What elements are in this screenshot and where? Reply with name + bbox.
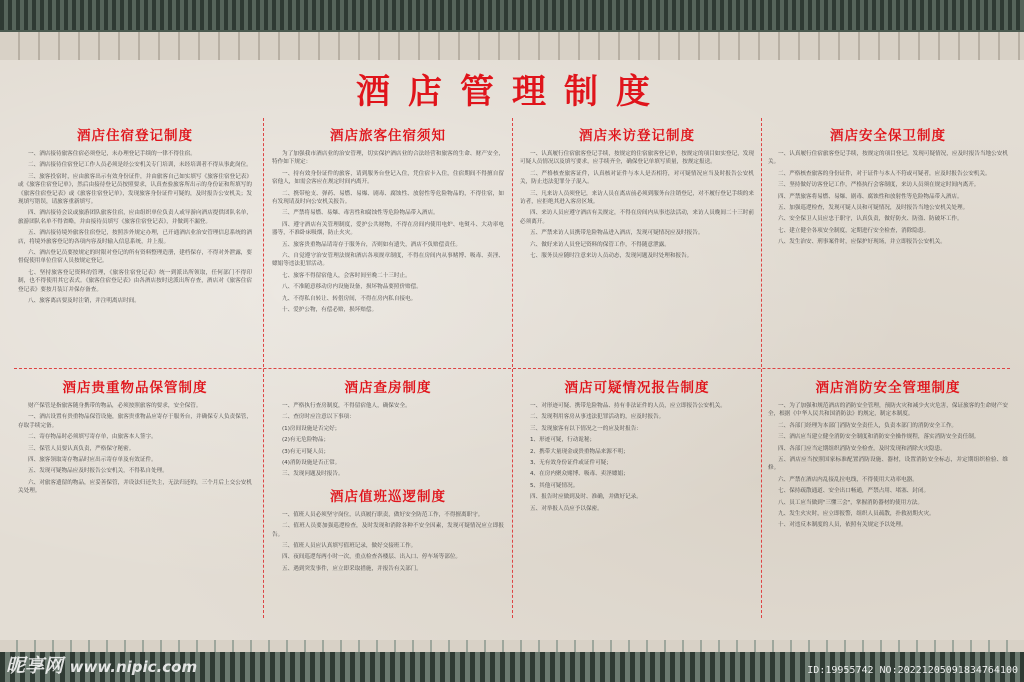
- page-title: 酒店管理制度: [356, 72, 668, 112]
- section-paragraph: 一、认真履行住宿旅客登记手续，按规定的住宿旅客登记单，按规定的项目如实登记，发现可疑人员情况以及填写要求，应手续齐全，确保登记单填写质量，按规定报送。: [520, 151, 754, 166]
- section-paragraph: 九、不得私自转让、转借房间，不得在房内私自接电。: [282, 295, 417, 302]
- section-paragraph: 5、其他可疑情况。: [530, 482, 579, 489]
- section-heading: 酒店查房制度: [344, 380, 432, 396]
- section-paragraph: 十、爱护公物，有偿必赔，损坏赔偿。: [282, 307, 378, 314]
- section-heading: 酒店消防安全管理制度: [815, 380, 961, 396]
- section-paragraph: (3)有无可疑人员；: [282, 448, 330, 455]
- section-paragraph: 三、保管人员要认真负责，严格保守秘密。: [28, 445, 135, 452]
- section-paragraph: 八、旅客离店要及时注销，并注明离店时间。: [28, 298, 140, 305]
- section-paragraph: 二、值班人员要加强巡逻检查，及时发现和消除各种不安全因素，发现可疑情况应立即报告。: [272, 523, 504, 538]
- watermark-site: www.nipic.com: [69, 658, 198, 676]
- section-paragraph: 五、遇到突发事件，应立即采取措施，并报告有关部门。: [282, 565, 422, 572]
- section-paragraph: (1)房间设施是否完好；: [282, 425, 341, 432]
- section-paragraph: 三、凡来访人员须登记，来访人员在离店前必须到服务台注销登记，对不履行登记手续的来访者，应拒绝其进入客房区域。: [520, 190, 754, 206]
- section-visitor-registration: [520, 124, 754, 364]
- section-paragraph: 1、形迹可疑，行动诡秘；: [530, 437, 596, 444]
- section-paragraph: 为了加强我市酒店业的治安管理，切实保护酒店业的合法经营和旅客的生命、财产安全，特作如下规定：: [272, 151, 504, 166]
- section-paragraph: 一、为了加强和规范酒店的消防安全管理，预防火灾和减少火灾危害，保证旅客的生命财产安全，根据《中华人民共和国消防法》的规定，制定本制度。: [768, 403, 1008, 418]
- section-paragraph: 二、酒店接待住宿登记工作人员必须是经公安机关专门培训，未经培训者不得从事此岗位。: [28, 162, 252, 169]
- section-paragraph: 四、旅客领取寄存物品时应出示寄存单及有效证件。: [28, 457, 157, 464]
- section-heading: 酒店来访登记制度: [579, 128, 695, 144]
- section-paragraph: 四、酒店接待会议或旅游团队旅客住宿，应由组织单位负责人或导游向酒店提供团队名单，旅游团队名单不得省略，并由接待员填写《旅客住宿登记表》，并做到不漏登。: [18, 210, 252, 225]
- section-paragraph: 三、严禁将易燃、易爆、毒害性和腐蚀性等危险物品带入酒店。: [282, 210, 439, 217]
- section-paragraph: 三、酒店应当建立健全消防安全制度和消防安全操作规程，落实消防安全责任制。: [778, 434, 980, 441]
- section-paragraph: 一、持有效身份证件的旅客，请到服务台登记入住，凭住宿卡入住，住宿期间不得擅自留宿他人，如需会客应在规定时间内离开。: [272, 170, 504, 186]
- section-fire-safety: [768, 376, 1008, 628]
- section-paragraph: 二、各部门经理为本部门消防安全责任人，负责本部门的消防安全工作。: [778, 422, 958, 429]
- section-heading: 酒店可疑情况报告制度: [564, 380, 710, 396]
- section-heading: 酒店旅客住宿须知: [330, 128, 446, 144]
- section-paragraph: 五、发现可疑物品应及时报告公安机关，不得私自处理。: [28, 468, 168, 475]
- section-paragraph: 二、发现利用客房从事违法犯罪活动的，应及时报告。: [530, 414, 665, 421]
- section-paragraph: 八、员工应当做到"三懂三会"，掌握消防器材的使用方法。: [778, 499, 923, 506]
- section-paragraph: 十、对违反本制度的人员，依照有关规定予以处理。: [778, 522, 907, 529]
- section-paragraph: 七、旅客不得留宿他人，会客时间至晚二十三时止。: [282, 272, 411, 279]
- section-paragraph: 七、建立健全各项安全制度，定期进行安全检查，消除隐患。: [778, 227, 930, 234]
- section-paragraph: 七、坚持旅客登记资料的管理，《旅客住宿登记表》统一到派出所领取，任何部门不得印制，也不得使用其它表式。《旅客住宿登记表》由各酒店按时送派出所存查，酒店对《旅客住宿登记表》要按月装订并保存备查。: [18, 269, 252, 293]
- section-heading-duty-patrol: 酒店值班巡逻制度: [330, 488, 446, 505]
- section-paragraph: 四、报告时应做到及时、准确，并做好记录。: [530, 494, 642, 501]
- section-room-inspection: [272, 376, 504, 628]
- section-paragraph: 一、酒店接待旅客住宿必须登记，未办理登记手续的一律不得住宿。: [28, 151, 196, 157]
- top-decorative-border: [0, 0, 1024, 60]
- section-paragraph: 四、严禁旅客将易燃、易爆、剧毒、腐蚀性和放射性等危险物品带入酒店。: [778, 193, 963, 200]
- section-heading: 酒店住宿登记制度: [77, 128, 193, 144]
- section-paragraph: 四、遵守酒店有关管理制度，爱护公共财物，不得在房间内使用电炉、电熨斗、大功率电器等，不准卧床吸烟，防止火灾。: [272, 221, 504, 237]
- section-suspicious-report: [520, 376, 754, 628]
- section-paragraph: 五、加强巡逻检查，发现可疑人员和可疑情况，及时报告当地公安机关处理。: [778, 205, 969, 212]
- section-paragraph: 一、对形迹可疑、携带危险物品、持有非法证件的人员，应立即报告公安机关。: [530, 403, 726, 409]
- section-paragraph: (2)有无危险物品；: [282, 437, 330, 444]
- section-paragraph: 九、发生火灾时，应立即报警，组织人员疏散，扑救初期火灾。: [778, 511, 935, 518]
- section-valuables-storage: [18, 376, 252, 628]
- section-paragraph: 六、酒店登记员要按规定的时限对登记的所有资料整理造册，建档保存，不得对外泄露，要督促使用单位住宿人员按规定登记。: [18, 250, 252, 265]
- section-security: [768, 124, 1008, 364]
- section-paragraph: 二、查房时应注意以下事项：: [282, 414, 355, 421]
- section-paragraph: 四、来访人员应遵守酒店有关规定，不得在房间内从事违法活动，来访人员晚间二十三时前必须离开。: [520, 210, 754, 225]
- section-paragraph: 一、值班人员必须坚守岗位，认真履行职责，做好安全防范工作，不得擅离职守。: [282, 511, 484, 518]
- section-heading: 酒店贵重物品保管制度: [62, 380, 208, 396]
- section-paragraph: 五、酒店应当按照国家标准配置消防设施、器材，设置消防安全标志，并定期组织检验、维修。: [768, 457, 1008, 472]
- section-paragraph: 四、夜间巡逻每两小时一次，重点检查各楼层、出入口、停车场等部位。: [282, 554, 462, 561]
- section-paragraph: 三、坚持做好访客登记工作，严格执行会客制度，来访人员须在规定时间内离开。: [778, 182, 980, 189]
- section-paragraph: 六、做好来访人员登记资料的保管工作，不得随意泄露。: [530, 241, 670, 248]
- section-paragraph: 四、各部门应当定期组织消防安全检查，及时发现和消除火灾隐患。: [778, 445, 946, 452]
- section-paragraph: 五、对举报人员应予以保密。: [530, 505, 603, 512]
- section-paragraph: (4)消防设施是否正常。: [282, 460, 341, 467]
- section-paragraph: 3、无有效身份证件或证件可疑；: [530, 460, 612, 467]
- section-paragraph: 二、严格核查旅客证件，认真核对证件与本人是否相符，对可疑情况应当及时报告公安机关，防止违法犯罪分子混入。: [520, 170, 754, 186]
- section-lodging-registration: [18, 124, 252, 364]
- section-paragraph: 六、安全保卫人员应忠于职守，认真负责，做好防火、防盗、防破坏工作。: [778, 216, 963, 223]
- section-heading: 酒店安全保卫制度: [830, 128, 946, 144]
- section-paragraph: 六、对旅客遗留的物品，应妥善保管，并设法归还失主，无法归还的，三个月后上交公安机关处理。: [18, 479, 252, 495]
- section-paragraph: 三、值班人员应认真填写值班记录，做好交接班工作。: [282, 543, 417, 550]
- section-paragraph: 一、严格执行查房制度，不得留宿他人，确保安全。: [282, 403, 411, 409]
- section-paragraph: 七、保持疏散通道、安全出口畅通，严禁占用、堵塞、封闭。: [778, 488, 930, 495]
- section-paragraph: 五、酒店接待境外旅客住宿登记，按照涉外规定办理，已开通酒店业治安管理信息系统的酒店，将境外旅客登记的各项内容及时输入信息系统，并上报。: [18, 230, 252, 245]
- section-paragraph: 一、酒店设置有贵重物品保管设施，旅客贵重物品应寄存于服务台，并确保专人负责保管，存取手续完备。: [18, 414, 252, 429]
- section-paragraph: 六、严禁在酒店内乱接乱拉电线，不得使用大功率电器。: [778, 476, 918, 483]
- section-paragraph: 三、旅客投宿时，应由旅客出示有效身份证件，并由旅客自己如实填写《旅客住宿登记表》或《旅客住宿登记单》，然后由接待登记员按照要求，认真查验旅客所出示的身份证和所填写的《旅客住宿登记表》或《旅客住宿登记单》，发现旅客身份证件可疑的，及时报告公安机关；发现填写错误，请旅客重新填写。: [18, 173, 252, 206]
- watermark-id: ID:19955742 NO:20221205091834764100: [807, 665, 1018, 676]
- section-paragraph: 八、不准随意移动房内设施设备，损坏物品要照价赔偿。: [282, 284, 422, 291]
- section-paragraph: 一、认真履行住宿旅客登记手续，按规定的项目登记，发现可疑情况，应及时报告当地公安机关。: [768, 151, 1008, 166]
- section-paragraph: 二、携带枪支、弹药、易燃、易爆、剧毒、腐蚀性、放射性等危险物品的，不得住宿，如有发现请及时向公安机关报告。: [272, 190, 504, 206]
- section-paragraph: 二、寄存物品时必须填写寄存单，由旅客本人签字。: [28, 434, 157, 441]
- section-paragraph: 二、严格核查旅客的身份证件，对于证件与本人不符或可疑者，应及时报告公安机关。: [778, 170, 991, 177]
- section-paragraph: 五、严禁来访人员携带危险物品进入酒店，发现可疑情况应及时报告。: [530, 230, 704, 237]
- section-paragraph: 三、发现问题及时报告。: [282, 471, 344, 478]
- section-paragraph: 4、在房内聚众赌博、吸毒、卖淫嫖娼；: [530, 471, 629, 478]
- section-paragraph: 八、发生治安、刑事案件时，应保护好现场，并立即报告公安机关。: [778, 239, 946, 246]
- section-paragraph: 七、服务员应随时注意来访人员动态，发现问题及时处理和报告。: [530, 253, 693, 260]
- section-paragraph: 五、旅客贵重物品请寄存于服务台，否则如有遗失，酒店不负赔偿责任。: [282, 241, 462, 248]
- section-paragraph: 2、携带大量现金或贵重物品来源不明；: [530, 448, 629, 455]
- section-paragraph: 六、自觉遵守治安管理法规和酒店各项规章制度，不得在房间内从事赌博、吸毒、卖淫、嫖娼等违法犯罪活动。: [272, 253, 504, 268]
- section-paragraph: 三、发现旅客有以下情况之一的应及时报告：: [530, 425, 642, 432]
- section-paragraph: 财产保管是指旅客随身携带的物品，必须按照旅客的要求，安全保管。: [28, 403, 202, 409]
- watermark-brand: 昵享网 www.nipic.com: [6, 655, 198, 677]
- row-divider: [14, 368, 1010, 369]
- section-guest-notice: [272, 124, 504, 364]
